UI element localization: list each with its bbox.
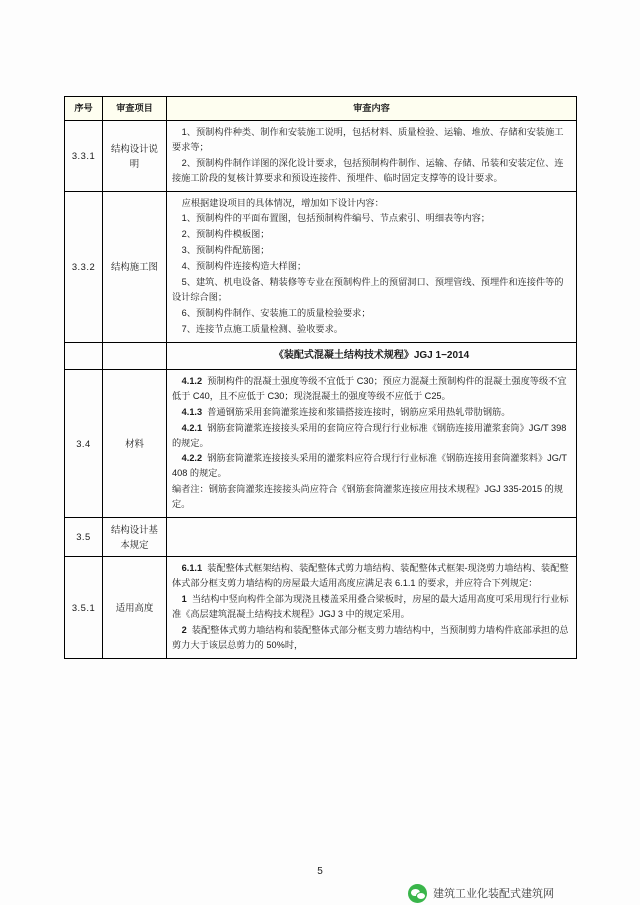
table-header (65, 97, 577, 121)
table-row (65, 369, 577, 517)
content-paragraph: 5、建筑、机电设备、精装修等专业在预制构件上的预留洞口、预埋管线、预埋件和连接件等的设计综合图； (172, 277, 564, 302)
content-paragraph: 2、预制构件制作详图的深化设计要求，包括预制构件制作、运输、存储、吊装和安装定位、连接施工阶段的复核计算要求和预设连接件、预埋件、临时固定支撑等的设计要求。 (172, 157, 564, 183)
column-header-content: 审查内容 (167, 97, 577, 121)
clause-code: 6.1.1 (181, 563, 203, 574)
table-body (65, 120, 577, 658)
row-number-empty (65, 342, 103, 369)
row-item: 结构施工图 (103, 191, 167, 342)
clause-text: 钢筋套筒灌浆连接接头采用的灌浆料应符合现行行业标准《钢筋连接用套筒灌浆料》JG/T 408 的规定。 (172, 453, 567, 479)
column-header-no: 序号 (65, 97, 103, 121)
table-row (65, 120, 577, 191)
row-number: 3.5 (65, 518, 103, 557)
content-paragraph: 7、连接节点施工质量检测、验收要求。 (181, 323, 343, 334)
clause-code: 4.1.3 (181, 406, 203, 417)
row-item: 结构设计说明 (103, 120, 167, 191)
row-content (167, 369, 577, 517)
clause (172, 561, 571, 591)
row-number: 3.5.1 (65, 557, 103, 658)
content-paragraph: 应根据建设项目的具体情况，增加如下设计内容： (181, 197, 384, 208)
row-item: 材料 (103, 369, 167, 517)
row-content (167, 557, 577, 658)
item-text: 当结构中竖向构件全部为现浇且楼盖采用叠合梁板时，房屋的最大适用高度可采用现行行业标准《高层建筑混凝土结构技术规程》JGJ 3 中的规定采用。 (172, 593, 569, 619)
content-paragraph: 4、预制构件连接构造大样图； (181, 261, 307, 272)
clause-text: 预制构件的混凝土强度等级不宜低于 C30；预应力混凝土预制构件的混凝土强度等级不宜低于 C40，且不应低于 C30；现浇混凝土的强度等级不应低于 C25。 (172, 375, 567, 401)
wechat-icon (408, 884, 427, 903)
row-content (167, 120, 577, 191)
table-header-row (65, 97, 577, 121)
clause-text: 钢筋套筒灌浆连接接头采用的套筒应符合现行行业标准《钢筋连接用灌浆套筒》JG/T 398 的规定。 (172, 422, 567, 448)
row-item-empty (103, 342, 167, 369)
page-number: 5 (317, 866, 323, 877)
clause (172, 421, 571, 451)
standard-title-cell (167, 342, 577, 369)
clause-code: 4.2.1 (181, 422, 203, 433)
content-paragraph: 2、预制构件模板图； (181, 229, 270, 240)
editor-note: 编者注：钢筋套筒灌浆连接接头尚应符合《钢筋套筒灌浆连接应用技术规程》JGJ 335-2015 的规定。 (172, 484, 564, 510)
clause-code: 4.2.2 (181, 453, 203, 464)
clause-code: 4.1.2 (181, 375, 203, 386)
content-paragraph: 3、预制构件配筋图； (181, 245, 270, 256)
row-content-empty (167, 518, 577, 557)
content-paragraph: 1、预制构件的平面布置图，包括预制构件编号、节点索引、明细表等内容； (181, 213, 490, 224)
row-number: 3.4 (65, 369, 103, 517)
clause (172, 451, 571, 481)
numbered-item (172, 623, 571, 653)
row-content (167, 191, 577, 342)
footer-watermark-text: 建筑工业化装配式建筑网 (433, 888, 554, 900)
table-row (65, 191, 577, 342)
clause-text: 普通钢筋采用套筒灌浆连接和浆锚搭接连接时，钢筋应采用热轧带肋钢筋。 (207, 406, 511, 417)
review-requirements-table (64, 96, 577, 659)
numbered-item (172, 592, 571, 622)
clause (172, 374, 571, 404)
item-number: 2 (181, 624, 187, 635)
standard-title: 《装配式混凝土结构技术规程》JGJ 1−2014 (273, 349, 470, 361)
table-row-standard-title (65, 342, 577, 369)
column-header-item: 审查项目 (103, 97, 167, 121)
row-item: 结构设计基本规定 (103, 518, 167, 557)
content-paragraph: 1、预制构件种类、制作和安装施工说明，包括材料、质量检验、运输、堆放、存储和安装施工要求等； (172, 126, 564, 152)
clause (172, 405, 571, 420)
content-paragraph: 6、预制构件制作、安装施工的质量检验要求； (181, 307, 371, 318)
row-number: 3.3.2 (65, 191, 103, 342)
table-row (65, 518, 577, 557)
item-text: 装配整体式剪力墙结构和装配整体式部分框支剪力墙结构中，当预制剪力墙构件底部承担的总剪力大于该层总剪力的 50%时， (172, 624, 569, 650)
footer-watermark (408, 880, 618, 906)
row-number: 3.3.1 (65, 120, 103, 191)
table-row (65, 557, 577, 658)
clause-text: 装配整体式框架结构、装配整体式剪力墙结构、装配整体式框架-现浇剪力墙结构、装配整体式部分框支剪力墙结构的房屋最大适用高度应满足表 6.1.1 的要求，并应符合下列规定： (172, 563, 569, 589)
row-item: 适用高度 (103, 557, 167, 658)
item-number: 1 (181, 593, 187, 604)
